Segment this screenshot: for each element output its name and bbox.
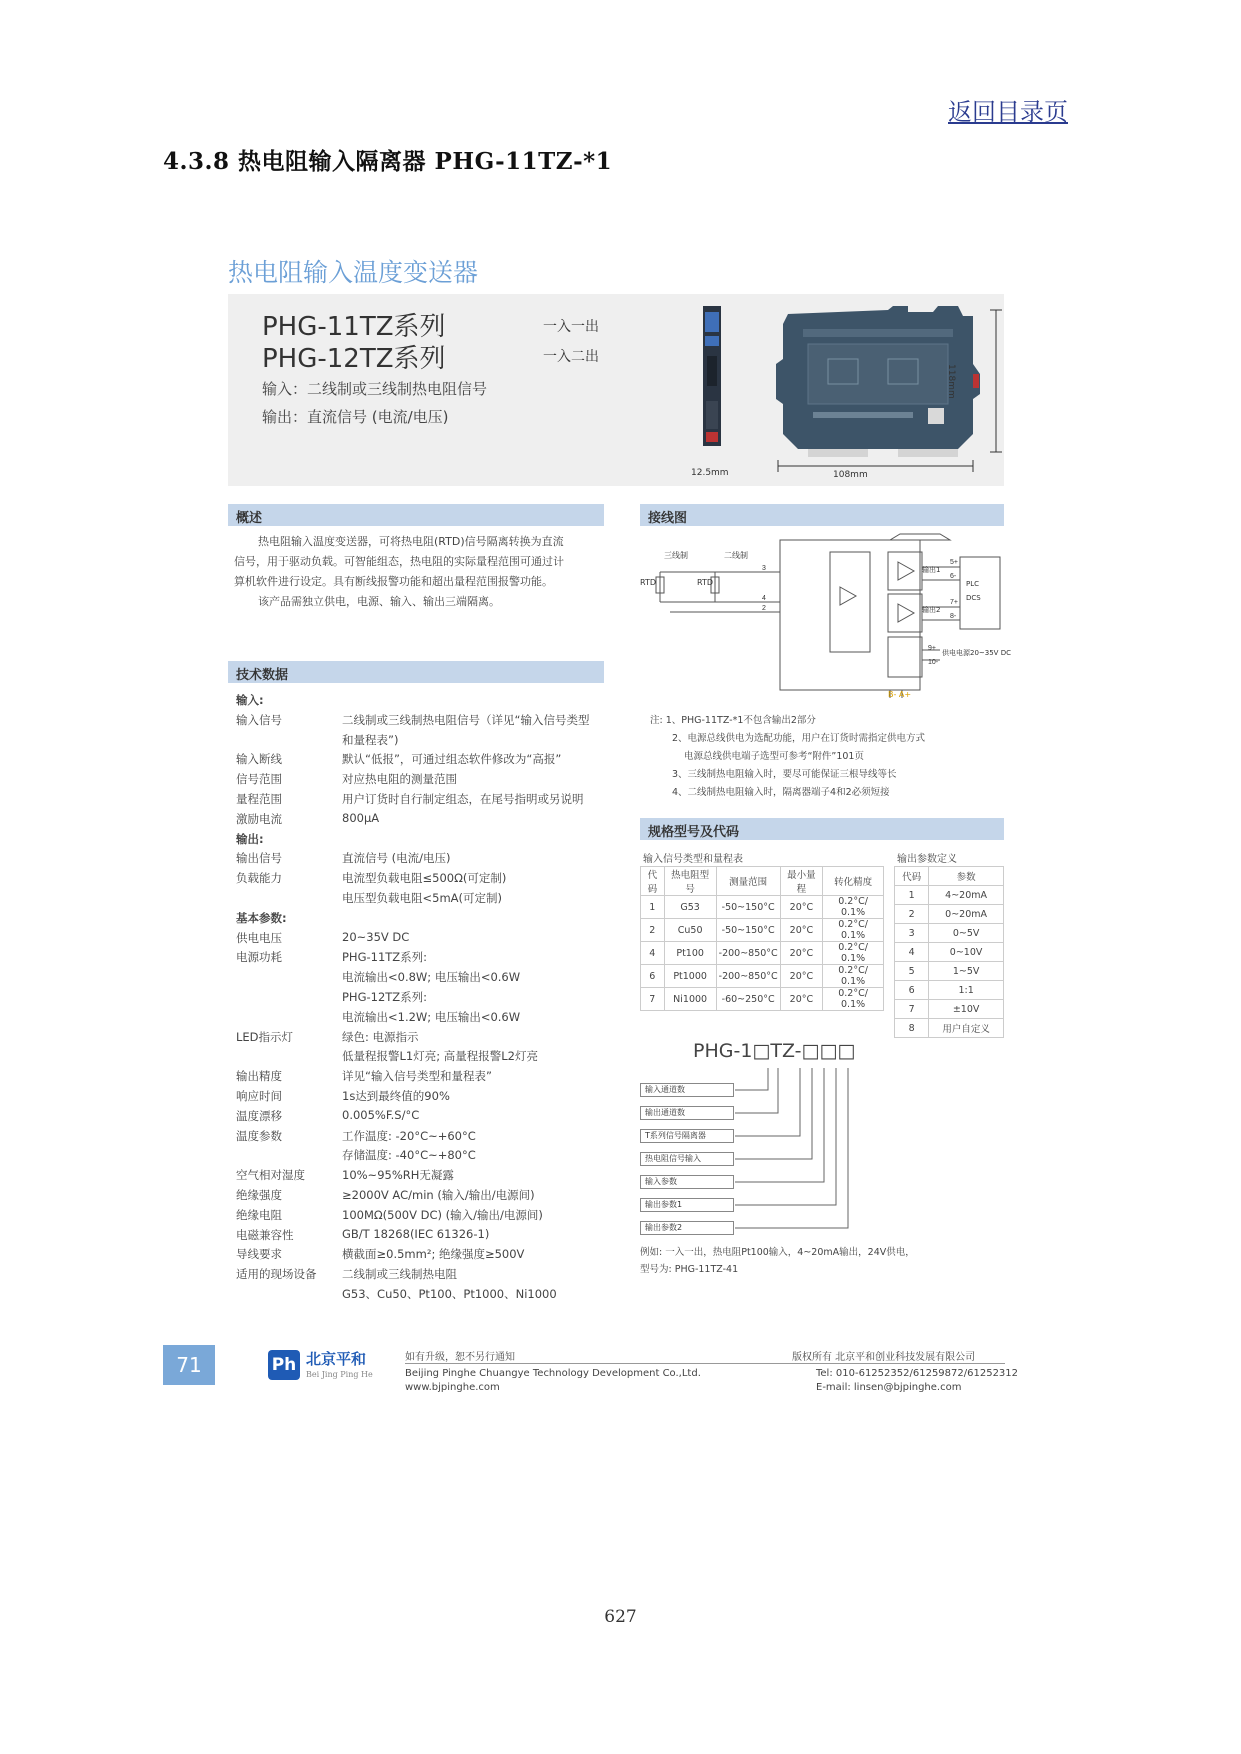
svg-text:3: 3: [762, 565, 766, 572]
tech-row-key: 输出信号: [236, 851, 282, 866]
table-row: [895, 924, 1004, 943]
table-cell: -60~250°C: [716, 988, 780, 1011]
table-header-cell: 转化精度: [823, 867, 884, 896]
tech-row-value: 电压型负载电阻<5mA(可定制): [342, 891, 502, 905]
code-label: 输入参数: [640, 1175, 734, 1189]
tech-row-key: 温度漂移: [236, 1108, 282, 1123]
table-cell: 1: [895, 886, 929, 905]
three-wire-label: 三线制: [664, 551, 688, 560]
category-title: 热电阻输入温度变送器: [228, 258, 479, 287]
svg-text:4: 4: [762, 595, 766, 602]
table-cell: 20°C: [780, 919, 822, 942]
table-header-cell: 测量范围: [716, 867, 780, 896]
tech-row-value: 800μA: [342, 810, 380, 825]
tech-row-key: 输出精度: [236, 1069, 282, 1084]
tech-row-value: 10%~95%RH无凝露: [342, 1168, 454, 1183]
spec-heading-band: [640, 818, 1004, 840]
table-cell: -50~150°C: [716, 919, 780, 942]
table-cell: 20°C: [780, 988, 822, 1011]
tech-row-value: 详见“输入信号类型和量程表”: [342, 1069, 492, 1084]
tech-row-key: 绝缘强度: [236, 1188, 282, 1202]
company-logo-icon: Ph: [268, 1350, 300, 1380]
table-cell: Ni1000: [664, 988, 716, 1011]
table-cell: 0.2°C/ 0.1%: [823, 919, 884, 942]
section-title: 4.3.8 热电阻输入隔离器 PHG-11TZ-*1: [163, 148, 613, 175]
table-cell: 1: [641, 896, 665, 919]
tech-heading: 技术数据: [236, 668, 289, 683]
tech-row-key: 基本参数:: [236, 910, 287, 925]
code-label: 输入通道数: [640, 1083, 734, 1097]
example-line-1: 例如: 一入一出，热电阻Pt100输入，4~20mA输出，24V供电，: [640, 1247, 915, 1258]
wiring-heading-band: [640, 504, 1004, 526]
tech-row-value: 用户订货时自行制定组态，在尾号指明或另说明: [342, 792, 584, 806]
table-cell: 20°C: [780, 965, 822, 988]
tech-row-key: 量程范围: [236, 792, 282, 806]
company-website: www.bjpinghe.com: [405, 1382, 500, 1393]
dim-depth-label: 108mm: [833, 470, 868, 480]
input-table-caption: 输入信号类型和量程表: [643, 854, 743, 865]
table-row: [895, 1000, 1004, 1019]
table-row: [895, 905, 1004, 924]
table-row: [895, 981, 1004, 1000]
table-row: [641, 942, 884, 965]
wiring-diagram: [640, 532, 1004, 702]
code-label: 输出通道数: [640, 1106, 734, 1120]
tech-row-value: 电流输出<1.2W; 电压输出<0.6W: [342, 1009, 521, 1024]
table-row: [641, 965, 884, 988]
tech-row-key: 响应时间: [236, 1089, 282, 1103]
table-cell: -200~850°C: [716, 965, 780, 988]
tech-row-value: 直流信号 (电流/电压): [342, 851, 451, 866]
table-cell: Pt1000: [664, 965, 716, 988]
tech-row-key: 激励电流: [236, 811, 282, 826]
tech-row-key: 电磁兼容性: [236, 1227, 294, 1242]
tech-row-value: 电流型负载电阻≤500Ω(可定制): [342, 871, 507, 886]
example-line-2: 型号为: PHG-11TZ-41: [640, 1264, 739, 1275]
company-english-name: Beijing Pinghe Chuangye Technology Development Co.,Ltd.: [405, 1368, 701, 1379]
two-wire-label: 二线制: [724, 551, 748, 560]
code-label: 输出参数2: [640, 1221, 734, 1235]
overview-heading-band: [228, 504, 604, 526]
table-cell: 0~5V: [929, 924, 1004, 943]
wiring-heading: 接线图: [648, 511, 688, 526]
tech-row-key: 电源功耗: [236, 950, 282, 965]
table-cell: 0~20mA: [929, 905, 1004, 924]
code-label: 热电阻信号输入: [640, 1152, 734, 1166]
model-series-1: PHG-11TZ系列: [262, 312, 446, 342]
rtd-label-2: RTD: [697, 578, 714, 587]
tech-row-key: 供电电压: [236, 930, 282, 945]
table-cell: 用户自定义: [929, 1019, 1004, 1038]
svg-text:9+: 9+: [928, 645, 936, 652]
table-row: [895, 886, 1004, 905]
dim-width-label: 12.5mm: [691, 468, 729, 478]
tech-row-value: PHG-12TZ系列:: [342, 990, 428, 1004]
tech-row-value: 和量程表”): [342, 732, 399, 747]
overview-line: 信号，用于驱动负载。可智能组态，热电阻的实际量程范围可通过计: [234, 555, 564, 568]
tech-row-key: 导线要求: [236, 1247, 282, 1262]
footer-divider: [405, 1363, 1005, 1364]
tech-row-value: GB/T 18268(IEC 61326-1): [342, 1226, 490, 1241]
output-summary: 输出：直流信号 (电流/电压): [262, 408, 449, 426]
table-cell: 0.2°C/ 0.1%: [823, 942, 884, 965]
table-row: [641, 896, 884, 919]
output-table-caption: 输出参数定义: [897, 854, 957, 865]
table-cell: 0.2°C/ 0.1%: [823, 965, 884, 988]
tech-row-key: 输出:: [236, 831, 264, 846]
model-code-pattern: PHG-1□TZ-□□□: [693, 1040, 856, 1062]
overview-heading: 概述: [236, 511, 263, 526]
page-number: 627: [604, 1607, 637, 1627]
code-label: 输出参数1: [640, 1198, 734, 1212]
table-header-cell: 热电阻型号: [664, 867, 716, 896]
table-cell: 0.2°C/ 0.1%: [823, 988, 884, 1011]
input-summary: 输入：二线制或三线制热电阻信号: [262, 380, 488, 398]
tech-heading-band: [228, 661, 604, 683]
table-cell: 4: [641, 942, 665, 965]
tech-data-list: [236, 692, 606, 1306]
tech-row-value: G53、Cu50、Pt100、Pt1000、Ni1000: [342, 1287, 557, 1301]
channel-label-1: 一入一出: [543, 319, 599, 335]
model-series-2: PHG-12TZ系列: [262, 344, 446, 374]
table-cell: 1:1: [929, 981, 1004, 1000]
table-row: [895, 962, 1004, 981]
tech-row-key: LED指示灯: [236, 1029, 294, 1044]
company-email: E-mail: linsen@bjpinghe.com: [816, 1382, 962, 1393]
table-row: [895, 1019, 1004, 1038]
logo-subtext: Bei Jing Ping He: [306, 1370, 373, 1379]
tech-row-key: 温度参数: [236, 1128, 282, 1143]
table-cell: ±10V: [929, 1000, 1004, 1019]
tech-row-value: 绿色: 电源指示: [342, 1029, 419, 1044]
table-cell: -200~850°C: [716, 942, 780, 965]
overview-line: 热电阻输入温度变送器，可将热电阻(RTD)信号隔离转换为直流: [258, 535, 564, 548]
tech-row-key: 输入信号: [236, 712, 282, 727]
table-row: [641, 919, 884, 942]
svg-text:8-: 8-: [950, 613, 957, 620]
table-header-cell: 参数: [929, 867, 1004, 886]
overview-text: [234, 532, 604, 612]
tech-row-value: 存储温度: -40°C~+80°C: [342, 1148, 476, 1163]
catalog-page-badge: 71: [163, 1345, 215, 1385]
tech-row-value: 低量程报警L1灯亮; 高量程报警L2灯亮: [342, 1049, 538, 1064]
svg-text:2: 2: [762, 605, 766, 612]
copyright: 版权所有 北京平和创业科技发展有限公司: [792, 1352, 976, 1363]
wiring-note: 2、电源总线供电为选配功能，用户在订货时需指定供电方式: [672, 733, 926, 744]
table-cell: -50~150°C: [716, 896, 780, 919]
tech-row-value: 20~35V DC: [342, 929, 410, 944]
table-cell: 20°C: [780, 896, 822, 919]
wiring-note: 注: 1、PHG-11TZ-*1不包含输出2部分: [650, 715, 816, 726]
upgrade-notice: 如有升级，恕不另行通知: [405, 1352, 515, 1363]
table-header-cell: 代码: [895, 867, 929, 886]
code-label: T系列信号隔离器: [640, 1129, 734, 1143]
back-to-toc-link[interactable]: 返回目录页: [948, 98, 1068, 126]
svg-text:7+: 7+: [950, 599, 958, 606]
tech-row-value: 横截面≥0.5mm²; 绝缘强度≥500V: [342, 1247, 525, 1262]
bus-label: B- A+: [888, 690, 912, 699]
tech-row-key: 信号范围: [236, 772, 282, 787]
table-row: [641, 988, 884, 1011]
table-cell: G53: [664, 896, 716, 919]
company-phone: Tel: 010-61252352/61259872/61252312: [816, 1368, 1019, 1379]
tech-row-key: 负载能力: [236, 871, 282, 886]
table-cell: 6: [895, 981, 929, 1000]
svg-text:6-: 6-: [950, 573, 957, 580]
logo-text: 北京平和: [306, 1350, 367, 1368]
out2-label: 输出2: [922, 606, 941, 614]
wiring-note: 4、二线制热电阻输入时，隔离器端子4和2必须短接: [672, 787, 890, 798]
tech-row-key: 输入:: [236, 693, 264, 707]
tech-row-key: 空气相对湿度: [236, 1168, 305, 1183]
tech-row-value: 对应热电阻的测量范围: [342, 772, 457, 787]
table-cell: 2: [641, 919, 665, 942]
table-cell: 3: [895, 924, 929, 943]
svg-text:5+: 5+: [950, 559, 958, 566]
table-cell: 2: [895, 905, 929, 924]
table-header-cell: 最小量程: [780, 867, 822, 896]
tech-row-key: 输入断线: [236, 752, 282, 767]
table-cell: 7: [641, 988, 665, 1011]
tech-row-value: 电流输出<0.8W; 电压输出<0.6W: [342, 970, 521, 985]
table-cell: 20°C: [780, 942, 822, 965]
plc-label: PLC: [966, 580, 980, 588]
input-signal-table: [640, 866, 884, 1011]
table-cell: 4: [895, 943, 929, 962]
table-row: [895, 943, 1004, 962]
table-header-cell: 代码: [641, 867, 665, 896]
channel-label-2: 一入二出: [543, 349, 599, 365]
out1-label: 输出1: [922, 566, 941, 574]
table-cell: Pt100: [664, 942, 716, 965]
output-param-table: [894, 866, 1004, 1038]
module-side-image: [698, 306, 728, 456]
tech-row-value: 工作温度: -20°C~+60°C: [342, 1128, 476, 1143]
table-cell: 7: [895, 1000, 929, 1019]
svg-text:10-: 10-: [928, 659, 939, 666]
overview-line: 算机软件进行设定。具有断线报警功能和超出量程范围报警功能。: [234, 575, 553, 588]
power-label: 供电电源20~35V DC: [942, 649, 1011, 657]
table-cell: 1~5V: [929, 962, 1004, 981]
tech-row-value: PHG-11TZ系列:: [342, 950, 428, 965]
dim-height-label: 118mm: [946, 364, 956, 399]
table-cell: 0.2°C/ 0.1%: [823, 896, 884, 919]
tech-row-key: 绝缘电阻: [236, 1207, 282, 1222]
tech-row-value: 二线制或三线制热电阻信号（详见“输入信号类型: [342, 712, 590, 727]
module-front-image: [768, 304, 1008, 484]
wiring-note: 电源总线供电端子选型可参考“附件”101页: [684, 751, 864, 762]
table-cell: 0~10V: [929, 943, 1004, 962]
dcs-label: DCS: [966, 594, 981, 602]
tech-row-key: 适用的现场设备: [236, 1267, 317, 1282]
table-cell: 4~20mA: [929, 886, 1004, 905]
rtd-label-1: RTD: [640, 578, 657, 587]
tech-row-value: 默认“低报”，可通过组态软件修改为“高报”: [342, 752, 562, 767]
tech-row-value: 1s达到最终值的90%: [342, 1089, 450, 1103]
table-cell: Cu50: [664, 919, 716, 942]
tech-row-value: 100MΩ(500V DC) (输入/输出/电源间): [342, 1207, 543, 1222]
product-hero: [228, 294, 1004, 486]
tech-row-value: 二线制或三线制热电阻: [342, 1267, 457, 1282]
tech-row-value: ≥2000V AC/min (输入/输出/电源间): [342, 1188, 535, 1202]
wiring-note: 3、三线制热电阻输入时，要尽可能保证三根导线等长: [672, 769, 897, 780]
spec-heading: 规格型号及代码: [648, 825, 740, 840]
table-cell: 5: [895, 962, 929, 981]
overview-line: 该产品需独立供电，电源、输入、输出三端隔离。: [258, 595, 500, 608]
table-cell: 6: [641, 965, 665, 988]
tech-row-value: 0.005%F.S/°C: [342, 1107, 420, 1122]
table-cell: 8: [895, 1019, 929, 1038]
